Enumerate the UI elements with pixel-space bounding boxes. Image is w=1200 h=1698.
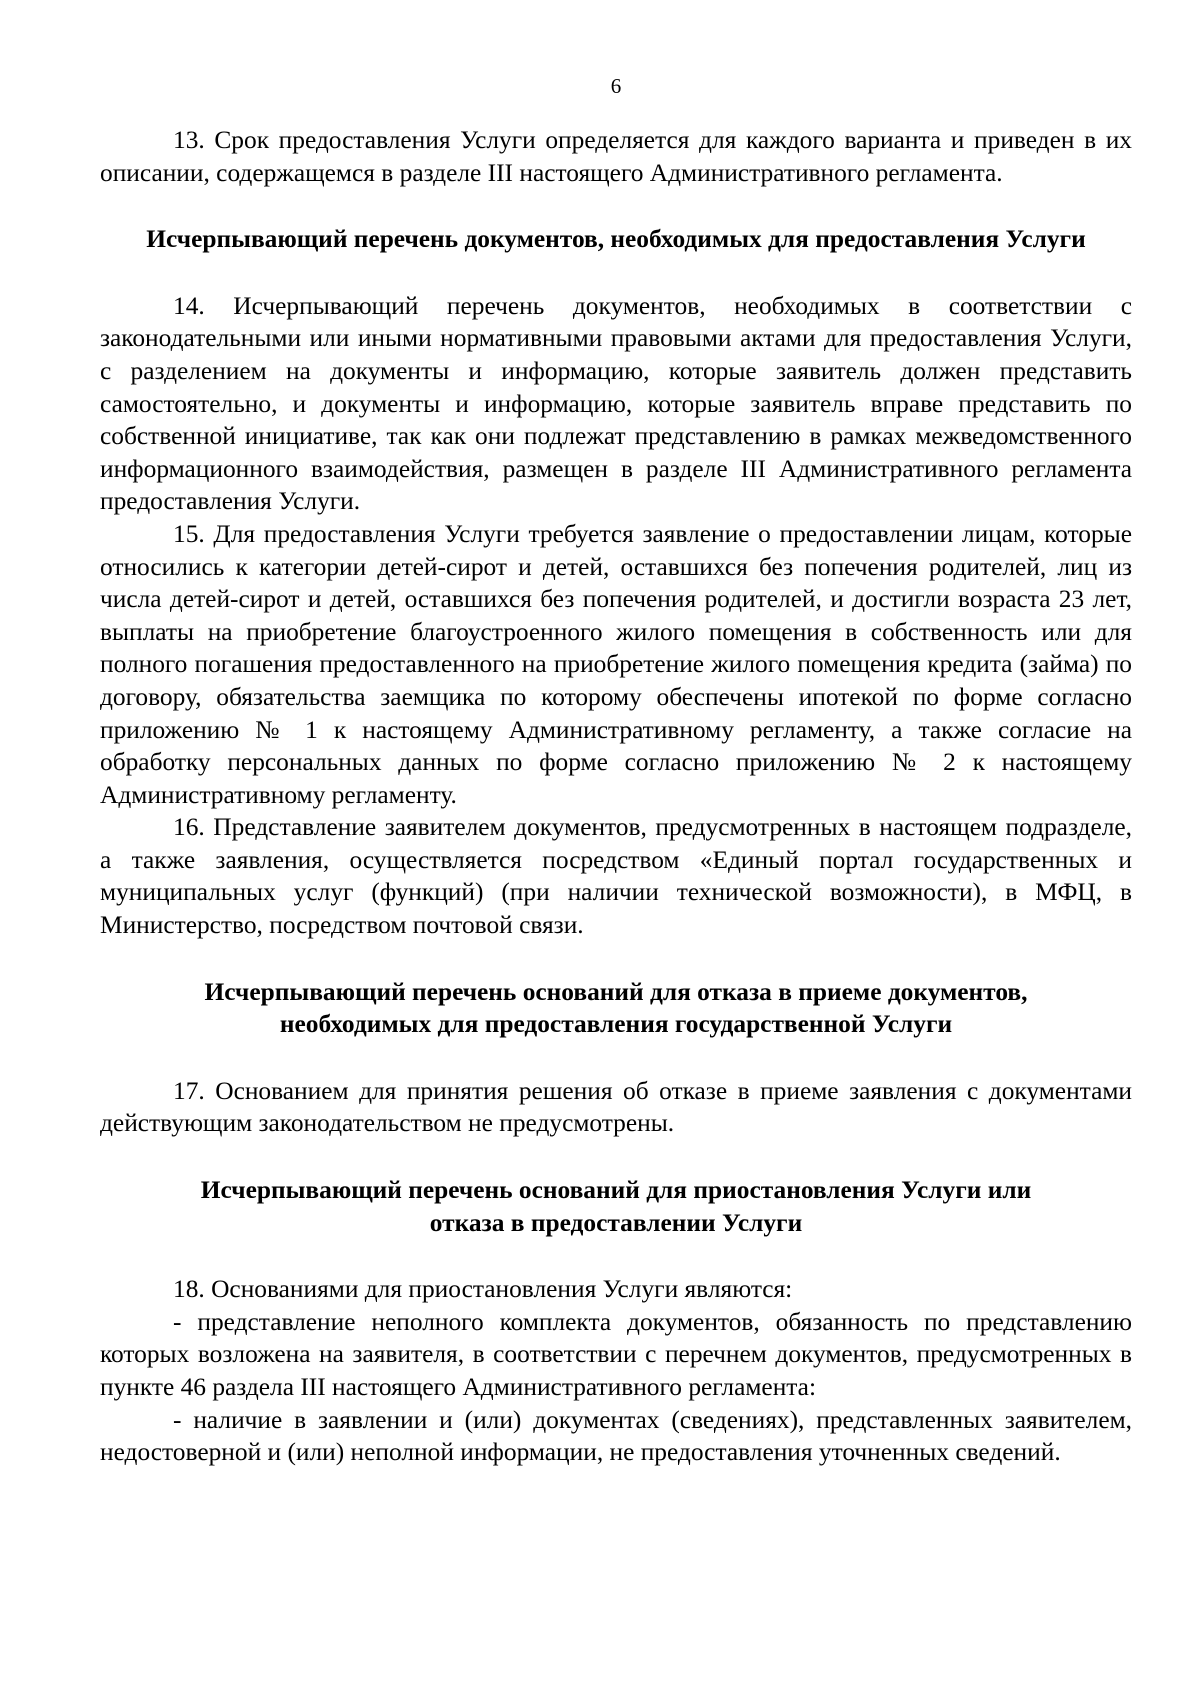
paragraph-17: 17. Основанием для принятия решения об отказе в приеме заявления с документами действующим законодательством не предусмотрены. xyxy=(100,1076,1132,1138)
document-body xyxy=(100,124,1132,1469)
page-number: 6 xyxy=(610,74,622,98)
paragraph-18: 18. Основаниями для приостановления Услуги являются: xyxy=(173,1275,793,1304)
list-item-incomplete-documents: - представление неполного комплекта документов, обязанность по представлению которых возложена на заявителя, в соответствии с перечнем документов, предусмотренных в пункте 46 раздела III настоящего Административного регламента: xyxy=(100,1307,1132,1401)
section-heading-refusal-acceptance: Исчерпывающий перечень оснований для отказа в приеме документов, необходимых для предоставления государственной Услуги xyxy=(204,977,1028,1039)
list-item-inaccurate-information: - наличие в заявлении и (или) документах (сведениях), представленных заявителем, недостоверной и (или) неполной информации, не предоставления уточненных сведений. xyxy=(100,1405,1132,1467)
section-heading-suspension: Исчерпывающий перечень оснований для приостановления Услуги или отказа в предоставлении Услуги xyxy=(200,1176,1032,1237)
paragraph-15: 15. Для предоставления Услуги требуется заявление о предоставлении лицам, которые относились к категории детей-сирот и детей, оставшихся без попечения родителей, лиц из числа детей-сирот и детей, оставшихся без попечения родителей, и достигли возраста 23 лет, выплаты на приобретение благоустроенного жилого помещения в собственность или для полного погашения предоставленного на приобретение жилого помещения кредита (займа) по договору, обязательства заемщика по которому обеспечены ипотекой по форме согласно приложению № 1 к настоящему Административному регламенту, а также согласие на обработку персональных данных по форме согласно приложению № 2 к настоящему Административному регламенту. xyxy=(100,519,1132,809)
paragraph-14: 14. Исчерпывающий перечень документов, необходимых в соответствии с законодательными или иными нормативными правовыми актами для предоставления Услуги, с разделением на документы и информацию, которые заявитель должен представить самостоятельно, и документы и информацию, которые заявитель вправе представить по собственной инициативе, так как они подлежат представлению в рамках межведомственного информационного взаимодействия, размещен в разделе III Административного регламента предоставления Услуги. xyxy=(100,291,1132,516)
paragraph-16: 16. Представление заявителем документов, предусмотренных в настоящем подразделе, а также заявления, осуществляется посредством «Единый портал государственных и муниципальных услуг (функций) (при наличии технической возможности), в МФЦ, в Министерство, посредством почтовой связи. xyxy=(100,813,1132,940)
paragraph-13: 13. Срок предоставления Услуги определяется для каждого варианта и приведен в их описании, содержащемся в разделе III настоящего Административного регламента. xyxy=(100,126,1132,187)
section-heading-documents: Исчерпывающий перечень документов, необходимых для предоставления Услуги xyxy=(146,225,1086,254)
